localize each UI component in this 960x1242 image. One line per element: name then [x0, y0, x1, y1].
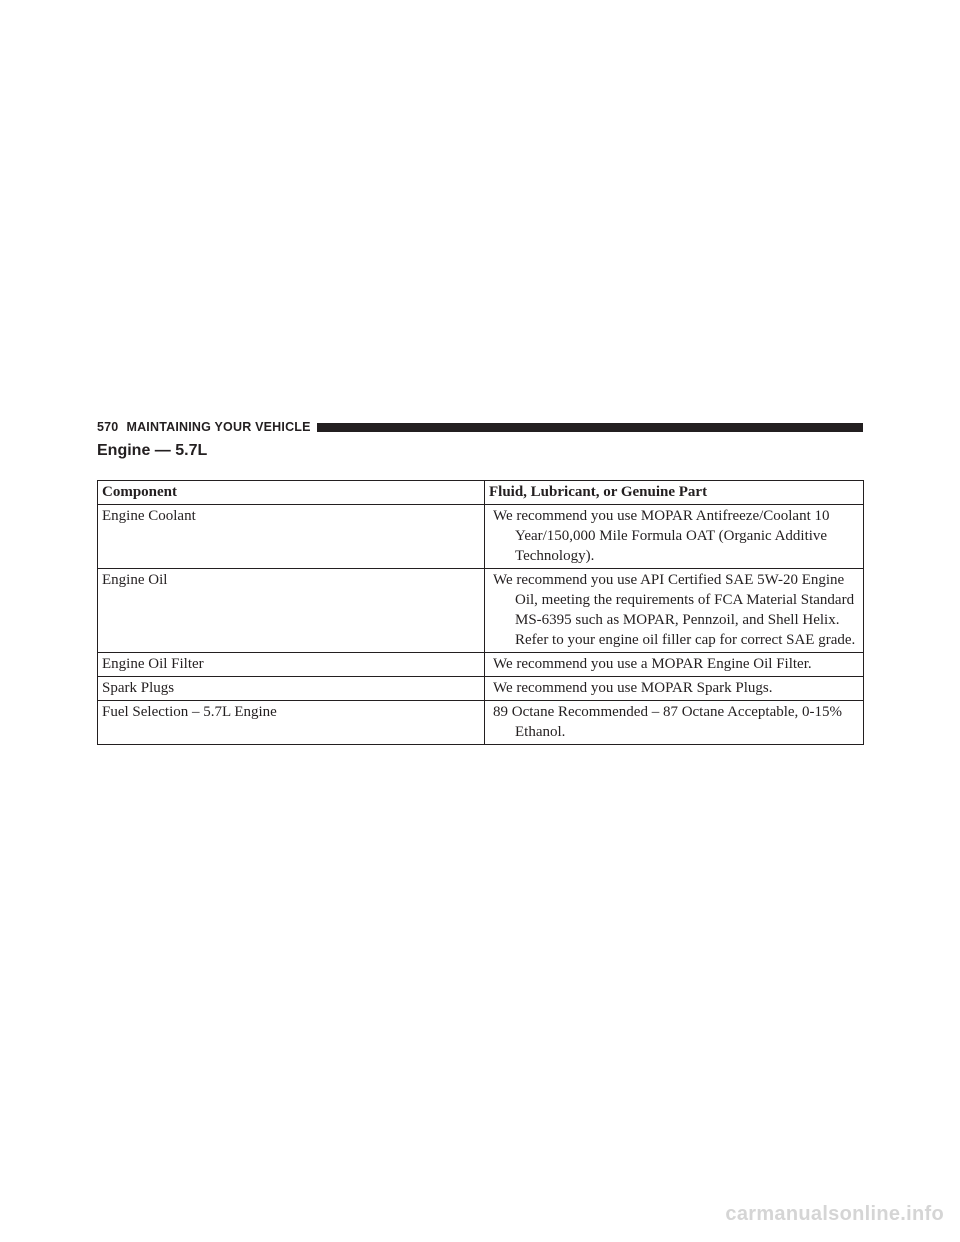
table-row: [98, 569, 864, 653]
component-cell: Engine Oil Filter: [98, 653, 485, 677]
component-cell: Spark Plugs: [98, 677, 485, 701]
fluid-text: 89 Octane Recommended – 87 Octane Acceptable, 0-15% Ethanol.: [493, 704, 843, 740]
table-header-row: [98, 481, 864, 505]
component-cell: Engine Oil: [98, 569, 485, 653]
section-title: Engine — 5.7L: [97, 442, 208, 459]
table-row: [98, 505, 864, 569]
table-row: [98, 701, 864, 745]
component-cell: Fuel Selection – 5.7L Engine: [98, 701, 485, 745]
fluid-text: We recommend you use a MOPAR Engine Oil Filter.: [493, 656, 812, 672]
spec-table: [97, 480, 864, 745]
fluid-cell: [485, 569, 864, 653]
page-number: 570: [97, 420, 119, 434]
fluid-cell: [485, 653, 864, 677]
header-rule: [317, 423, 863, 432]
section-name: MAINTAINING YOUR VEHICLE: [126, 420, 311, 434]
fluid-text: We recommend you use MOPAR Spark Plugs.: [493, 680, 773, 696]
fluid-cell: [485, 677, 864, 701]
table-row: [98, 653, 864, 677]
fluid-cell: [485, 505, 864, 569]
header-component: Component: [98, 481, 485, 505]
fluid-text: We recommend you use API Certified SAE 5W-20 Engine Oil, meeting the requirements of FCA Material Standard MS-6395 such as MOPAR, Pennzoil, and Shell Helix. Refer to your engine oil filler cap for correct SAE grade.: [493, 572, 856, 648]
header-fluid: Fluid, Lubricant, or Genuine Part: [485, 481, 864, 505]
page-header: [97, 418, 863, 436]
component-cell: Engine Coolant: [98, 505, 485, 569]
watermark: carmanualsonline.info: [725, 1203, 944, 1225]
fluid-cell: [485, 701, 864, 745]
fluid-text: We recommend you use MOPAR Antifreeze/Coolant 10 Year/150,000 Mile Formula OAT (Organic Additive Technology).: [493, 508, 830, 564]
table-row: [98, 677, 864, 701]
